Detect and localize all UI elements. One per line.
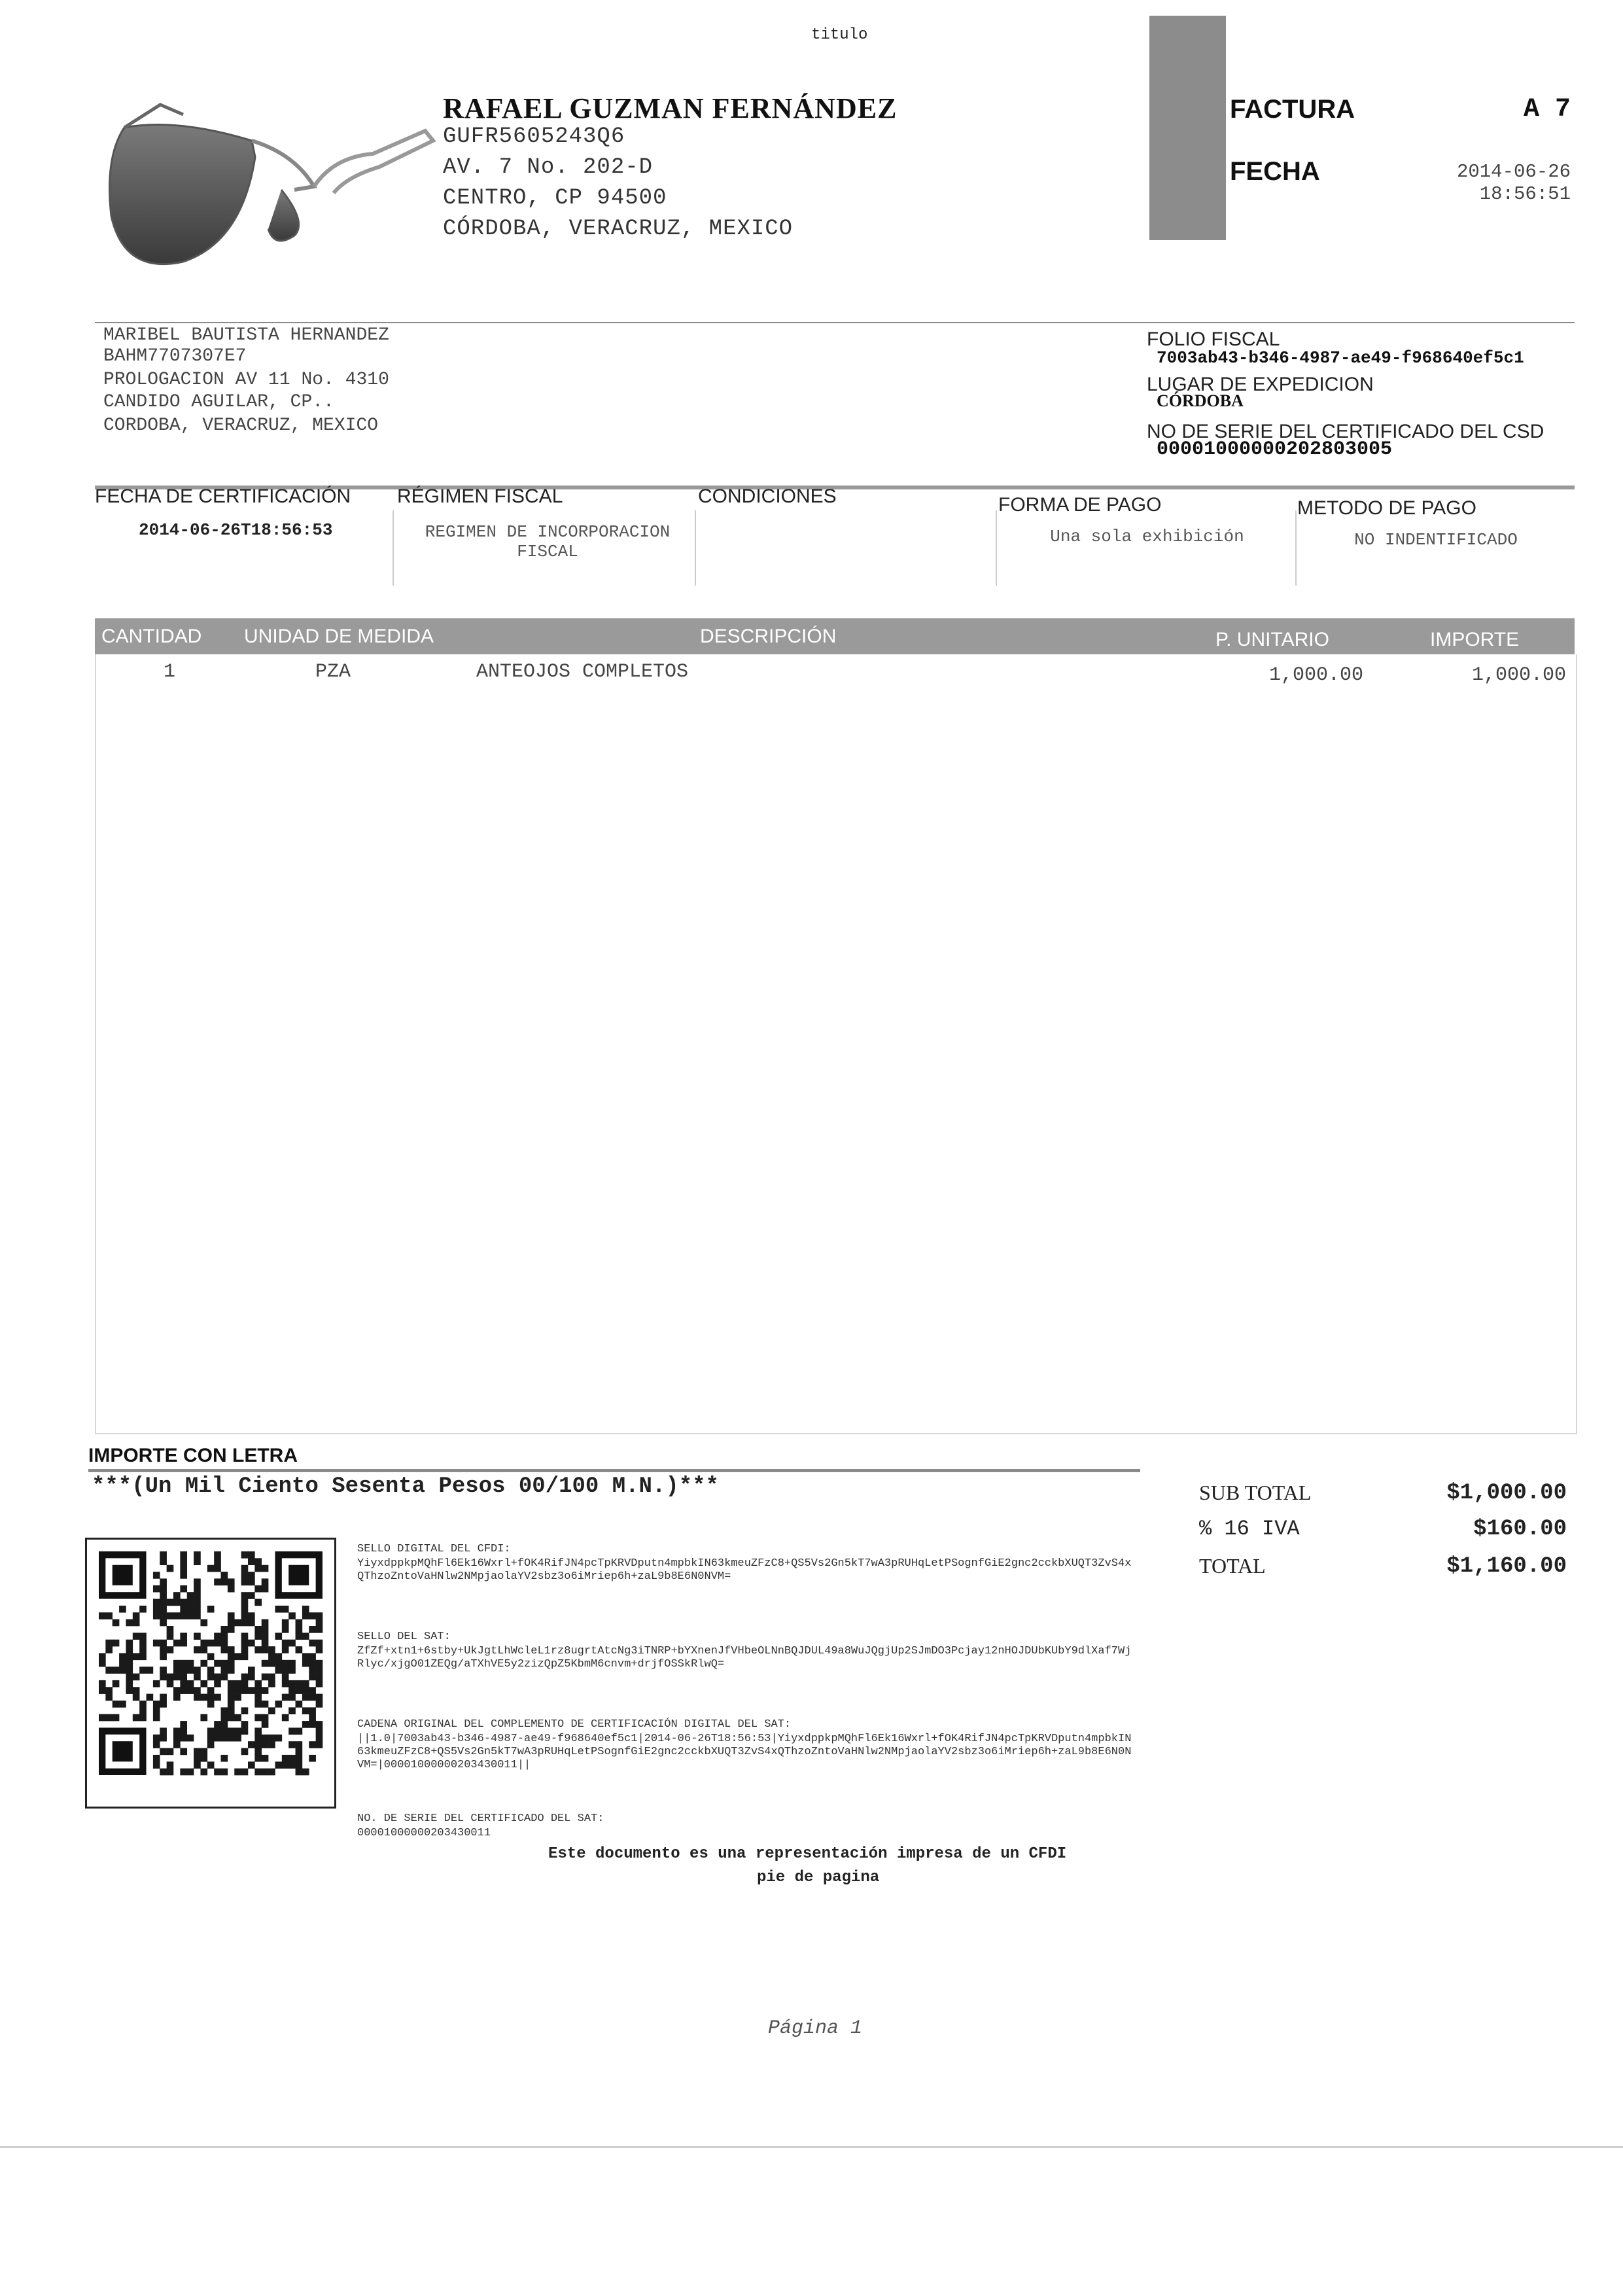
col-header-unidad: UNIDAD DE MEDIDA: [244, 626, 434, 647]
fecha-date: 2014-06-26: [1456, 161, 1571, 183]
issuer-rfc: GUFR5605243Q6: [443, 124, 625, 149]
factura-number: A 7: [1523, 95, 1571, 124]
subtotal-label: SUB TOTAL: [1199, 1481, 1312, 1504]
qr-code-image: [85, 1538, 336, 1809]
fecha-certificacion-label: FECHA DE CERTIFICACIÓN: [95, 486, 351, 507]
regimen-line-2: FISCAL: [517, 542, 578, 561]
sello-sat-value: ZfZf+xtn1+6stby+UkJgtLhWcleL1rz8ugrtAtcNg3iTNRP+bYXnenJfVHbeOLNnBQJDUL49a8WuJQgjUp2SJmDO3Pcjay12nHOJDUbKUbY9dlXaf7WjRlyc/xjgO01ZEQg/aTXhVE5y2zizQpZ5KbmM6cnvm+drjfOSSkRlwQ=: [357, 1645, 1132, 1670]
page-number: Página 1: [768, 2017, 863, 2040]
sello-sat-label: SELLO DEL SAT:: [357, 1631, 451, 1643]
issuer-address-line-3: CÓRDOBA, VERACRUZ, MEXICO: [443, 217, 794, 241]
fecha-time: 18:56:51: [1479, 183, 1571, 205]
column-separator: [996, 510, 997, 586]
receiver-rfc: BAHM7707307E7: [103, 346, 247, 366]
serie-sat-label: NO. DE SERIE DEL CERTIFICADO DEL SAT:: [357, 1812, 604, 1825]
subtotal-value: $1,000.00: [1446, 1481, 1567, 1506]
folio-fiscal-value: 7003ab43-b346-4987-ae49-f968640ef5c1: [1157, 348, 1524, 368]
items-table-body: [95, 654, 1577, 1434]
receiver-name: MARIBEL BAUTISTA HERNANDEZ: [103, 325, 389, 345]
representacion-text: Este documento es una representación impresa de un CFDI: [548, 1845, 1067, 1863]
item-precio-unitario: 1,000.00: [1268, 664, 1363, 686]
forma-pago-label: FORMA DE PAGO: [998, 494, 1162, 516]
total-value: $1,160.00: [1446, 1554, 1567, 1579]
serie-sat-value: 00001000000203430011: [357, 1827, 491, 1839]
iva-label: % 16 IVA: [1199, 1517, 1300, 1541]
page-title: titulo: [811, 26, 868, 44]
fecha-label: FECHA: [1230, 157, 1320, 186]
column-separator: [393, 510, 394, 586]
receiver-address-line-1: PROLOGACION AV 11 No. 4310: [103, 370, 389, 390]
issuer-address-line-2: CENTRO, CP 94500: [443, 186, 667, 211]
col-header-descripcion: DESCRIPCIÓN: [700, 626, 837, 647]
cadena-original-value: ||1.0|7003ab43-b346-4987-ae49-f968640ef5c1|2014-06-26T18:56:53|YiyxdppkpMQhFl6Ek16Wxrl+fOK4RifJN4pcTpKRVDputn4mpbkIN63kmeuZFzC8+QS5Vs2Gn5kT7wA3pRUHqLetPSognfGiE2gnc2cckbXUQT3ZvS4xQThzoZntoVaHNlw2NMpjaolaYV2sbz3o6iMriep6h+zaL9b8E6N0NVM=|00001000000203430011||: [357, 1733, 1132, 1771]
metodo-pago-label: METODO DE PAGO: [1297, 497, 1476, 519]
importe-letra-rule: [88, 1469, 1140, 1472]
condiciones-label: CONDICIONES: [698, 486, 837, 507]
lugar-expedicion-label: LUGAR DE EXPEDICION: [1147, 374, 1374, 395]
iva-value: $160.00: [1473, 1517, 1567, 1542]
item-descripcion: ANTEOJOS COMPLETOS: [476, 661, 689, 683]
lugar-expedicion-value: CÓRDOBA: [1157, 391, 1244, 410]
issuer-name: RAFAEL GUZMAN FERNÁNDEZ: [443, 92, 898, 124]
sello-cfdi-label: SELLO DIGITAL DEL CFDI:: [357, 1543, 511, 1555]
fecha-value: [1457, 161, 1571, 205]
column-separator: [1295, 510, 1297, 586]
header-gray-bar: [1149, 16, 1226, 240]
item-cantidad: 1: [164, 661, 176, 683]
regimen-fiscal-label: RÉGIMEN FISCAL: [397, 486, 563, 507]
total-label: TOTAL: [1199, 1554, 1266, 1578]
serie-csd-value: 00001000000202803005: [1157, 438, 1393, 461]
serie-csd-label: NO DE SERIE DEL CERTIFICADO DEL CSD: [1147, 421, 1544, 442]
issuer-address-line-1: AV. 7 No. 202-D: [443, 155, 654, 180]
col-header-importe: IMPORTE: [1430, 629, 1520, 650]
forma-pago-value: Una sola exhibición: [1050, 527, 1244, 546]
page-bottom-line: [0, 2146, 1623, 2148]
header-divider: [95, 322, 1575, 323]
fecha-certificacion-value: 2014-06-26T18:56:53: [139, 520, 333, 540]
importe-letra-text: ***(Un Mil Ciento Sesenta Pesos 00/100 M.N.)***: [92, 1474, 719, 1499]
sunglasses-logo-image: [98, 79, 438, 288]
receiver-address-line-3: CORDOBA, VERACRUZ, MEXICO: [103, 415, 379, 436]
pie-de-pagina: pie de pagina: [757, 1869, 880, 1886]
cadena-original-label: CADENA ORIGINAL DEL COMPLEMENTO DE CERTIFICACIÓN DIGITAL DEL SAT:: [357, 1718, 792, 1731]
col-header-cantidad: CANTIDAD: [101, 626, 202, 647]
metodo-pago-value: NO INDENTIFICADO: [1354, 530, 1518, 550]
regimen-fiscal-value: [397, 522, 698, 561]
sello-cfdi-value: YiyxdppkpMQhFl6Ek16Wxrl+fOK4RifJN4pcTpKRVDputn4mpbkIN63kmeuZFzC8+QS5Vs2Gn5kT7wA3pRUHqLetPSognfGiE2gnc2cckbXUQT3ZvS4xQThzoZntoVaHNlw2NMpjaolaYV2sbz3o6iMriep6h+zaL9b8E6N0NVM=: [357, 1557, 1132, 1583]
folio-fiscal-label: FOLIO FISCAL: [1147, 328, 1280, 350]
item-importe: 1,000.00: [1471, 664, 1566, 686]
column-separator: [695, 510, 696, 586]
factura-label: FACTURA: [1230, 95, 1355, 124]
regimen-line-1: REGIMEN DE INCORPORACION: [425, 522, 671, 542]
importe-letra-label: IMPORTE CON LETRA: [88, 1445, 298, 1466]
item-unidad: PZA: [315, 661, 351, 683]
col-header-precio-unitario: P. UNITARIO: [1215, 629, 1329, 650]
receiver-address-line-2: CANDIDO AGUILAR, CP..: [103, 392, 334, 412]
